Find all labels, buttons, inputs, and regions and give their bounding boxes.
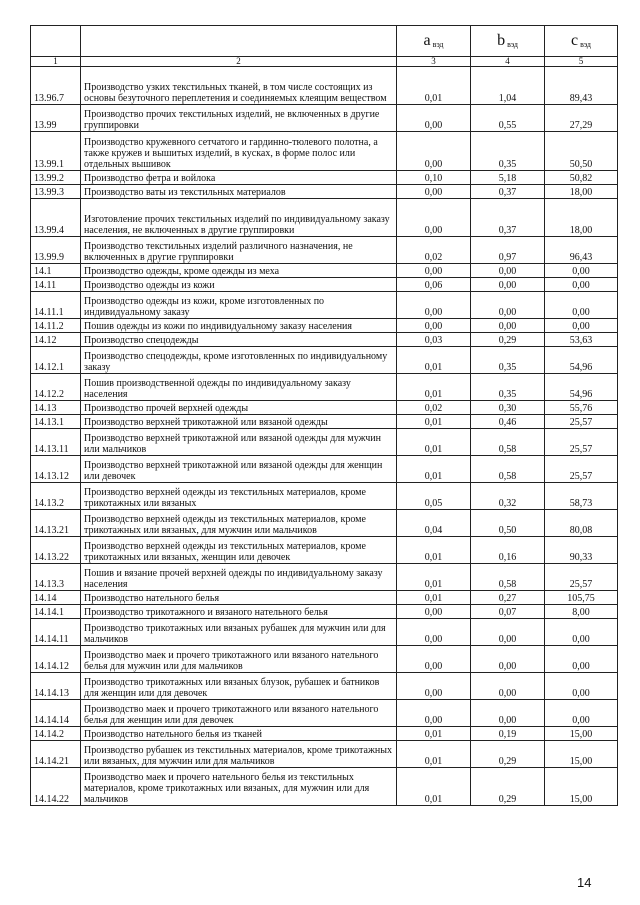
row-value-a: 0,01 — [397, 374, 471, 401]
row-value-b: 0,00 — [471, 700, 545, 727]
row-value-c: 8,00 — [545, 605, 618, 619]
header-a-letter: a — [423, 31, 431, 49]
row-value-b: 0,07 — [471, 605, 545, 619]
row-value-a: 0,00 — [397, 199, 471, 237]
row-value-b: 0,55 — [471, 105, 545, 132]
header-col-b — [471, 26, 545, 57]
row-value-b: 0,00 — [471, 646, 545, 673]
row-code: 14.14.1 — [31, 605, 81, 619]
row-code: 14.14.12 — [31, 646, 81, 673]
row-value-b: 0,29 — [471, 741, 545, 768]
row-code: 14.14.21 — [31, 741, 81, 768]
table-row — [31, 537, 618, 564]
row-name: Производство узких текстильных тканей, в том числе состоящих из основы безуточного переплетения и соединяемых клеящим веществом — [81, 67, 397, 105]
column-index: 1 — [31, 57, 81, 67]
column-index: 5 — [545, 57, 618, 67]
row-code: 14.13 — [31, 401, 81, 415]
row-value-c: 0,00 — [545, 673, 618, 700]
row-code: 14.12 — [31, 333, 81, 347]
row-code: 14.11.2 — [31, 319, 81, 333]
row-value-a: 0,00 — [397, 105, 471, 132]
row-code: 14.14.22 — [31, 768, 81, 806]
table-row — [31, 741, 618, 768]
table-row — [31, 401, 618, 415]
row-value-a: 0,04 — [397, 510, 471, 537]
row-value-b: 0,00 — [471, 292, 545, 319]
row-value-c: 0,00 — [545, 319, 618, 333]
row-code: 14.14.14 — [31, 700, 81, 727]
row-value-c: 27,29 — [545, 105, 618, 132]
row-name: Пошив и вязание прочей верхней одежды по индивидуальному заказу населения — [81, 564, 397, 591]
row-value-a: 0,00 — [397, 132, 471, 171]
table-row — [31, 429, 618, 456]
row-value-a: 0,05 — [397, 483, 471, 510]
row-name: Производство маек и прочего трикотажного или вязаного нательного белья для мужчин или для мальчиков — [81, 646, 397, 673]
row-value-b: 0,58 — [471, 429, 545, 456]
row-value-c: 50,82 — [545, 171, 618, 185]
header-col-a — [397, 26, 471, 57]
row-value-c: 89,43 — [545, 67, 618, 105]
table-row — [31, 591, 618, 605]
row-name: Производство одежды из кожи — [81, 278, 397, 292]
row-name: Производство верхней одежды из текстильных материалов, кроме трикотажных или вязаных, для мужчин или мальчиков — [81, 510, 397, 537]
row-code: 14.14.13 — [31, 673, 81, 700]
row-value-b: 0,00 — [471, 673, 545, 700]
row-value-b: 0,00 — [471, 264, 545, 278]
row-value-b: 0,35 — [471, 132, 545, 171]
row-name: Производство трикотажных или вязаных блузок, рубашек и батников для женщин или для девочек — [81, 673, 397, 700]
row-value-a: 0,00 — [397, 185, 471, 199]
row-name: Производство нательного белья — [81, 591, 397, 605]
table-row — [31, 319, 618, 333]
row-value-b: 0,27 — [471, 591, 545, 605]
table-row — [31, 619, 618, 646]
column-index: 4 — [471, 57, 545, 67]
row-code: 14.14.2 — [31, 727, 81, 741]
row-name: Производство верхней трикотажной или вязаной одежды — [81, 415, 397, 429]
row-value-c: 25,57 — [545, 456, 618, 483]
row-value-b: 1,04 — [471, 67, 545, 105]
row-name: Производство фетра и войлока — [81, 171, 397, 185]
row-value-a: 0,00 — [397, 292, 471, 319]
table-row — [31, 105, 618, 132]
table-row — [31, 605, 618, 619]
row-name: Производство трикотажных или вязаных рубашек для мужчин или для мальчиков — [81, 619, 397, 646]
row-value-c: 0,00 — [545, 700, 618, 727]
column-index-row — [31, 57, 618, 67]
column-index: 3 — [397, 57, 471, 67]
row-name: Производство верхней одежды из текстильных материалов, кроме трикотажных или вязаных, женщин или девочек — [81, 537, 397, 564]
row-value-a: 0,00 — [397, 264, 471, 278]
row-value-c: 25,57 — [545, 415, 618, 429]
row-name: Пошив производственной одежды по индивидуальному заказу населения — [81, 374, 397, 401]
table-row — [31, 646, 618, 673]
row-value-c: 0,00 — [545, 619, 618, 646]
row-code: 14.13.21 — [31, 510, 81, 537]
row-value-a: 0,01 — [397, 741, 471, 768]
table-row — [31, 185, 618, 199]
row-code: 13.99.4 — [31, 199, 81, 237]
table-header-row — [31, 26, 618, 57]
row-code: 14.13.12 — [31, 456, 81, 483]
table-row — [31, 483, 618, 510]
header-b-letter: b — [497, 31, 506, 49]
row-value-a: 0,01 — [397, 768, 471, 806]
row-value-a: 0,00 — [397, 319, 471, 333]
header-empty-code — [31, 26, 81, 57]
row-name: Производство одежды из кожи, кроме изготовленных по индивидуальному заказу — [81, 292, 397, 319]
row-name: Производство прочих текстильных изделий, не включенных в другие группировки — [81, 105, 397, 132]
row-name: Производство маек и прочего нательного белья из текстильных материалов, кроме трикотажных или вязаных, для мужчин или для мальчиков — [81, 768, 397, 806]
row-code: 13.99.3 — [31, 185, 81, 199]
row-value-c: 0,00 — [545, 278, 618, 292]
row-value-b: 0,97 — [471, 237, 545, 264]
row-value-b: 0,00 — [471, 278, 545, 292]
row-name: Производство верхней трикотажной или вязаной одежды для женщин или девочек — [81, 456, 397, 483]
row-value-b: 0,58 — [471, 564, 545, 591]
row-name: Производство спецодежды, кроме изготовленных по индивидуальному заказу — [81, 347, 397, 374]
row-name: Производство нательного белья из тканей — [81, 727, 397, 741]
table-row — [31, 199, 618, 237]
row-name: Изготовление прочих текстильных изделий по индивидуальному заказу населения, не включенных в другие группировки — [81, 199, 397, 237]
table-row — [31, 132, 618, 171]
table-row — [31, 673, 618, 700]
row-value-c: 18,00 — [545, 185, 618, 199]
row-name: Производство ваты из текстильных материалов — [81, 185, 397, 199]
row-value-c: 25,57 — [545, 564, 618, 591]
table-row — [31, 278, 618, 292]
row-code: 13.99.2 — [31, 171, 81, 185]
row-code: 14.13.2 — [31, 483, 81, 510]
row-value-a: 0,00 — [397, 673, 471, 700]
row-value-a: 0,01 — [397, 591, 471, 605]
header-b-sub: вэд — [507, 39, 518, 49]
row-value-a: 0,00 — [397, 700, 471, 727]
row-value-a: 0,01 — [397, 347, 471, 374]
row-code: 14.11.1 — [31, 292, 81, 319]
row-value-a: 0,00 — [397, 619, 471, 646]
row-value-c: 0,00 — [545, 646, 618, 673]
row-code: 14.13.3 — [31, 564, 81, 591]
header-col-c — [545, 26, 618, 57]
table-row — [31, 264, 618, 278]
row-value-c: 25,57 — [545, 429, 618, 456]
row-code: 14.1 — [31, 264, 81, 278]
row-name: Пошив одежды из кожи по индивидуальному заказу населения — [81, 319, 397, 333]
row-code: 14.13.1 — [31, 415, 81, 429]
row-code: 14.13.22 — [31, 537, 81, 564]
table-row — [31, 768, 618, 806]
row-value-b: 0,29 — [471, 333, 545, 347]
row-code: 13.99.1 — [31, 132, 81, 171]
row-value-b: 0,58 — [471, 456, 545, 483]
row-name: Производство рубашек из текстильных материалов, кроме трикотажных или вязаных, для мужчин или для мальчиков — [81, 741, 397, 768]
row-value-b: 0,50 — [471, 510, 545, 537]
table-row — [31, 333, 618, 347]
row-code: 14.11 — [31, 278, 81, 292]
row-value-a: 0,02 — [397, 401, 471, 415]
row-value-b: 0,00 — [471, 319, 545, 333]
row-value-b: 0,19 — [471, 727, 545, 741]
row-value-a: 0,00 — [397, 646, 471, 673]
row-value-c: 15,00 — [545, 768, 618, 806]
row-name: Производство спецодежды — [81, 333, 397, 347]
table-row — [31, 456, 618, 483]
row-name: Производство текстильных изделий различного назначения, не включенных в другие группировки — [81, 237, 397, 264]
row-value-c: 0,00 — [545, 264, 618, 278]
row-value-a: 0,01 — [397, 429, 471, 456]
row-value-b: 0,32 — [471, 483, 545, 510]
row-value-c: 54,96 — [545, 347, 618, 374]
row-code: 14.12.2 — [31, 374, 81, 401]
coefficients-table — [30, 25, 618, 806]
row-value-a: 0,01 — [397, 415, 471, 429]
table-row — [31, 564, 618, 591]
row-code: 13.99 — [31, 105, 81, 132]
table-row — [31, 727, 618, 741]
table-row — [31, 510, 618, 537]
page-number: 14 — [577, 875, 592, 890]
row-value-b: 0,16 — [471, 537, 545, 564]
row-value-b: 5,18 — [471, 171, 545, 185]
row-value-a: 0,01 — [397, 456, 471, 483]
row-value-c: 96,43 — [545, 237, 618, 264]
table-row — [31, 171, 618, 185]
header-c-letter: c — [571, 31, 579, 49]
table-row — [31, 374, 618, 401]
header-empty-name — [81, 26, 397, 57]
table-row — [31, 292, 618, 319]
row-value-b: 0,35 — [471, 347, 545, 374]
row-name: Производство прочей верхней одежды — [81, 401, 397, 415]
row-value-a: 0,01 — [397, 537, 471, 564]
row-value-c: 55,76 — [545, 401, 618, 415]
header-c-sub: вэд — [580, 39, 591, 49]
header-a-sub: вэд — [432, 39, 444, 49]
row-code: 14.12.1 — [31, 347, 81, 374]
row-value-c: 50,50 — [545, 132, 618, 171]
row-value-b: 0,30 — [471, 401, 545, 415]
row-value-c: 18,00 — [545, 199, 618, 237]
row-code: 14.13.11 — [31, 429, 81, 456]
row-name: Производство маек и прочего трикотажного или вязаного нательного белья для женщин или для девочек — [81, 700, 397, 727]
row-value-b: 0,35 — [471, 374, 545, 401]
row-value-b: 0,37 — [471, 199, 545, 237]
row-code: 13.99.9 — [31, 237, 81, 264]
row-value-a: 0,01 — [397, 727, 471, 741]
table-row — [31, 347, 618, 374]
row-code: 13.96.7 — [31, 67, 81, 105]
row-value-c: 54,96 — [545, 374, 618, 401]
row-value-c: 0,00 — [545, 292, 618, 319]
table-row — [31, 700, 618, 727]
row-value-b: 0,00 — [471, 619, 545, 646]
row-value-a: 0,10 — [397, 171, 471, 185]
row-name: Производство верхней одежды из текстильных материалов, кроме трикотажных или вязаных — [81, 483, 397, 510]
row-value-b: 0,46 — [471, 415, 545, 429]
row-code: 14.14 — [31, 591, 81, 605]
table-row — [31, 67, 618, 105]
row-name: Производство кружевного сетчатого и гардинно-тюлевого полотна, а также кружев и вышитых изделий, в кусках, в форме полос или отдельных вышивок — [81, 132, 397, 171]
row-value-a: 0,01 — [397, 67, 471, 105]
row-value-c: 15,00 — [545, 741, 618, 768]
row-value-b: 0,29 — [471, 768, 545, 806]
row-value-c: 105,75 — [545, 591, 618, 605]
row-value-c: 15,00 — [545, 727, 618, 741]
row-name: Производство одежды, кроме одежды из меха — [81, 264, 397, 278]
row-value-c: 53,63 — [545, 333, 618, 347]
table-row — [31, 237, 618, 264]
row-value-a: 0,01 — [397, 564, 471, 591]
row-value-c: 80,08 — [545, 510, 618, 537]
row-value-c: 90,33 — [545, 537, 618, 564]
row-name: Производство верхней трикотажной или вязаной одежды для мужчин или мальчиков — [81, 429, 397, 456]
row-value-a: 0,02 — [397, 237, 471, 264]
row-value-a: 0,03 — [397, 333, 471, 347]
row-value-a: 0,06 — [397, 278, 471, 292]
row-value-a: 0,00 — [397, 605, 471, 619]
row-value-c: 58,73 — [545, 483, 618, 510]
row-name: Производство трикотажного и вязаного нательного белья — [81, 605, 397, 619]
table-row — [31, 415, 618, 429]
row-code: 14.14.11 — [31, 619, 81, 646]
row-value-b: 0,37 — [471, 185, 545, 199]
column-index: 2 — [81, 57, 397, 67]
